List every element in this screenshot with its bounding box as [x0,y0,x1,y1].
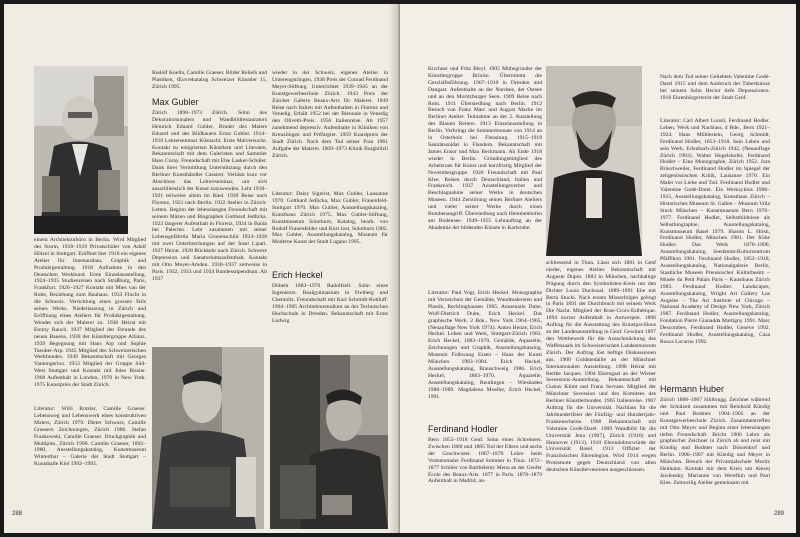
graeser-bio: einem Architekturbüro in Berlin. Wird Mitglied des Sturm, 1918–1919 Privatschüler von Adolf Hölzel in Stuttgart. Eröffnet hier 1918 ein eigenes Atelier für Innenausbau, Graphik und Produktgestaltung. 1918 Aufnahme in den Deutschen Werkbund. Erste Einzelausstellung. 1924–1925 Studienreisen nach Straßburg, Paris, Frankfurt. 1926–1927 Kontakt mit Mies van der Rohe, Beziehung zum Bauhaus. 1933 Flucht in die Schweiz. Verrichtung eines grossen Stils seines Werks. Niederlassung in Zürich und Eröffnung eines Ateliers für Produktgestaltung. Wendet sich der Malerei zu. 1936 Heirat mit Emmy Rauch. 1937 Mitglied der Freunde des neuen Bauens, 1938 der Künstlergruppe Allianz. 1939 Begegnung mit Hans Arp und Sophie Taeuber-Arp. 1945 Mitglied des Schweizerischen Werkbundes. 1949 Bekanntschaft mit Georges Vantongerloo. 1953 Mitglied der Gruppe Süd-West Stuttgart und Kontakt mit Jules Bissier. 1968 Aufenthalt in London, 1970 in New York. 1975 Kunstpreis der Stadt Zürich. [34,237,146,389]
heckel-heading: Erich Heckel [272,270,323,280]
col1-bottom-text [34,237,146,397]
heckel-literature-col [428,290,542,418]
heckel-bio-cont: Kirchner und Fritz Bleyl. 1905 Mitbegründer der Künstlergruppe Brücke. Übernimmt die Geschäftsführung. 1907–1910 in Dresden und Dangast. Aufenthalte an der Nordsee, der Ostsee und an den Moritzburger Seen. 1909 Reise nach Rom. 1911 Übersiedlung nach Berlin. 1912 Besuch von Franz Marc und August Macke im Berliner Atelier. Teilnahme an der 2. Ausstellung des Blauen Reiters. 1913 Einzelausstellung in Berlin. Verbringt die Sommermonate von 1914 an in Osterholz bei Flensburg. 1915–1918 Sanitätssoldat in Flandern. Bekanntschaft mit James Ensor und Max Beckmann. Ab Ende 1918 wieder in Berlin. Gründungsmitglied des Arbeitsrats für Kunst und kurzfristig Mitglied der Novembergruppe. 1920 Freundschaft mit Paul Klee. Reisen durch Deutschland, Italien und Frankreich. 1937 Ausstellungsverbot und Beschlagnahme seiner Werke in deutschen Museen. 1944 Zerstörung seines Berliner Ateliers und vieler seiner Werke durch einen Bombenangriff. Übersiedlung nach Hemmenhofen am Bodensee. 1949–1955 Lehrauftrag an der Akademie der bildenden Künste in Karlsruhe. [428,66,542,231]
hodler-bio: Bern 1853–1918 Genf. Sohn eines Schreiners. Zwischen 1860 und 1885 Tod der Eltern und sechs der Geschwister. 1867–1870 Lehre beim Vedutenmaler Ferdinand Sommer in Thun. 1872–1877 Schüler von Barthélemy Menn an der Genfer École des Beaux-Arts. 1877 in Paris. 1878–1879 Aufenthalt in Madrid, an- [428,437,542,485]
gubler-section [152,97,267,347]
right-page [400,4,796,533]
hodler-portrait-image [546,66,642,256]
huber-section [660,384,770,530]
gubler-portrait-image [152,347,264,529]
gubler-photo [152,347,264,529]
graeser-literature-cont: Rudolf Koella, Camille Graeser. Bilder Reliefs und Plastiken, Œuvrekatalog Schweizer Künstler 15, Zürich 1995. [152,70,267,90]
hodler-bio-end-col [660,74,770,114]
gubler-bio: Zürich 1898–1973 Zürich. Sohn des Dekorationsmalers und Wandbildrestaurators Heinrich Eduard Gubler. Bruder des Malers Eduard und des Bildhauers Ernst Gubler. 1914–1918 Lehrerseminar Küsnacht. Erste Malversuche. Kontakt zu emigrierten Künstlern und Literaten. Bekanntschaft mit dem Galeristen und Sammler Hans Coray. Freundschaft mit Else Lasker-Schüler. Dank ihrer Vermittlung Unterstützung durch den Berliner Kunsthändler Cassirer. Verlässt kurz vor Abschluss das Lehrerseminar, um sich ausschliesslich der Kunst zuzuwenden. Lebt 1918–1921 teilweise allein im Ried. 1920 Reise nach Florenz, 1921 nach Berlin. 1922 Atelier in Zürich-Letten. Beginn der lebenslangen Freundschaft mit seinem Mäzen und Biographen Gotthard Jedlicka. 1923 längerer Aufenthalt in Florenz, 1924 in Baida bei Palermo. Lebt zusammen mit seiner Lebensgefährtin Maria Gronenschild 1924–1928 mit zwei Unterbrechungen auf der Insel Lipari. 1927 Heirat. 1928 Rückkehr nach Zürich. Schwere Depression und Sanatoriumsaufenthalt. Kontakt mit Otto Meyer-Amden. 1930–1937 zeitweise in Paris. 1932, 1933 und 1934 Bundesstipendium. Ab 1937 [152,110,267,282]
left-page [4,4,396,533]
col2-top-text [152,70,267,92]
hodler-bio-end: Nach dem Tod seiner Geliebten Valentine Godé-Darel 1915 und dem Ausbruch der Tuberkulose bei seinem Sohn Hector tiefe Depressionen. 1918 Ehrenbürgerrecht der Stadt Genf. [660,74,770,101]
hodler-literature-col [660,118,770,384]
heckel-section [272,270,388,354]
gubler-literature: Literatur: Daisy Sigerist, Max Gubler, Lausanne 1970. Gotthard Jedlicka, Max Gubler, Frauenfeld-Stuttgart 1970. Max Gubler, Ausstellungskatalog, Kunsthaus Zürich 1975. Max Gubler-Stiftung, Kunstmuseum Solothurn, Katalog, bearb. von Rudolf Frauenfelder und Kurt Jost, Solothurn 1982. Max Gubler, Ausstellungskatalog, Museum für Moderne Kunst der Stadt Lugano 1995. [272,191,388,246]
hodler-photo [546,66,642,256]
heckel-photo [270,355,388,529]
heckel-portrait-image [270,355,388,529]
col1-literature [34,406,146,518]
hodler-bio-cont: schliessend in Thun. Lässt sich 1881 in Genf nieder, eigenes Atelier. Bekanntschaft mit Auguste Dupin. 1883 in München, nachhaltige Prägung durch den Symbolisten-Kreis um den Dichter Louis Duchosal. 1889–1891 Ehe mit Berta Stucki. Nach ersten Misserfolgen gelingt in Paris 1891 der Durchbruch mit seinem Werk Die Nacht. Mitglied der Rose-Croix-Esthétique. 1894 kurzer Aufenthalt in Antwerpen. 1896 Auftrag für die Ausstattung des Kunstpavillons an der Landesausstellung in Genf. Gewinnt 1897 den Wettbewerb für die Ausschmückung des Waffensaals im Schweizerischen Landesmuseum Zürich. Der Auftrag löst heftige Diskussionen aus. 1900 Goldmedaille an der Münchner Internationalen Ausstellung. 1898 Heirat mit Berthe Jacques. 1904 Ehrengast an der Wiener Secessions-Ausstellung. Bekanntschaft mit Gustav Klimt und Franz Servaes. Mitglied der Münchner Secession und des Komitees des Berliner Künstlerbundes. 1905 Italienreise. 1907 Auftrag für die Universität. Nachlass für die Jahrhundertfeier der Fünfzig- und Hundertjahr-Frankenscheine. 1908 Bekanntschaft mit Valentine Godé-Darel. 1909 Wandbild für die Universität Jena (1907), Zürich (1910) und Hannover (1913). 1910 Ehrendoktorwürde der Universität Basel. 1913 Offizier der Französischen Ehrenlegion. Wird 1914 wegen Protestnote gegen Deutschland von allen deutschen Künstlervereinen ausgeschlossen. [546,260,656,474]
hodler-heading: Ferdinand Hodler [428,424,498,434]
heckel-bio-cont-col [428,66,542,286]
huber-heading: Hermann Huber [660,384,725,394]
graeser-literature: Literatur: Willi Rotzler, Camille Graeser. Lebensweg und Lebenswerk eines konstruktiven Malers, Zürich 1979. Dieter Schwarz, Camille Graesers Zeichnungen, Zürich 1986. Stefan Frankowski, Camille Graeser. Druckgraphik und Multiples, Zürich 1990. Camille Graeser, 1892–1980, Ausstellungskatalog, Kunstmuseum Winterthur – Galerie der Stadt Stuttgart – Kunsthalle Kiel 1992–1993. [34,406,146,468]
graeser-portrait-image [34,66,128,234]
gubler-bio-cont: wieder in der Schweiz, eigenes Atelier in Unterengstringen. 1938 Preis der Conrad Ferdinand Meyer-Stiftung. Unterrichtet 1939–1945 an der Kunstgewerbeschule Zürich. 1943 Preis der Zürcher Galerie Beaux-Arts für Malerei. 1949 Reise nach Italien mit Aufenthalten in Florenz und Venedig. Erhält 1952 bei der Biennale in Venedig den Olivetti-Preis. 1956 Italienreise. Ab 1957 zunehmend depressiv. Aufenthalte in Kliniken von Kreuzlingen und Préfargier. 1959 Kunstpreis der Stadt Zürich. Nach dem Tod seiner Frau 1961 Aufgabe der Malerei. 1969–1973 Klinik Burghölzli Zürich. [272,70,388,159]
heckel-bio: Döbeln 1883–1970 Radolfzell. Sohn eines Ingenieurs. Realgymnasium in Freiberg und Chemnitz. Freundschaft mit Karl Schmidt-Rottluff. 1904–1905 Architekturstudium an der Technischen Hochschule in Dresden. Bekanntschaft mit Ernst Ludwig [272,283,388,324]
hodler-bio-cont-col [546,260,656,526]
col3-literature [272,191,388,261]
gubler-heading: Max Gubler [152,97,199,107]
page-number-right: 289 [774,511,785,517]
heckel-literature: Literatur: Paul Vogt, Erich Heckel. Monographie mit Verzeichnis der Gemälde, Wandmalereien und Plastik, Recklinghausen 1965. Annemarie Dube, Wolf-Dietrich Dube, Erich Heckel. Das graphische Werk, 2 Bde., New York 1964–1965, (Neuauflage New York 1974). Anton Henze, Erich Heckel. Leben und Werk, Stuttgart-Zürich 1983. Erich Heckel, 1883–1970. Gemälde, Aquarelle, Zeichnungen und Graphik, Ausstellungskatalog, Museum Folkwang Essen – Haus der Kunst München 1983–1984. Erich Heckel, Ausstellungskatalog, Brauschweig 1986. Erich Heckel, 1883–1970. Aquarelle, Ausstellungskatalog, Reutlingen – Wiesbaden 1988–1989. Magdalena Moeller, Erich Heckel, 1991. [428,290,542,400]
page-number-left: 288 [12,511,23,517]
col3-top-text [272,70,388,186]
hodler-section [428,424,542,530]
graeser-photo [34,66,128,234]
huber-bio: Zürich 1888–1967 Sihlbrugg. Zeichnet während der Schulzeit zusammen mit Reinhold Kündig und Paul Bodmer. 1904–1905 an der Kunstgewerbeschule Zürich. Zusammentreffen mit Otto Meyer und Beginn einer lebenslangen tiefen Freundschaft. Bricht 1906 Lehre als graphischer Zeichner in Zürich ab und reist mit Kündig und Bodmer nach Düsseldorf und Berlin. 1906–1907 mit Kündig und Meyer in München. Besuch der Privatmalschule Moritz Heimann. Kontakt mit dem Kreis um Alexej Jawlensky, Marianne von Werefkin und Paul Klee. Zeitweilig Atelier gemeinsam mit [660,397,770,486]
hodler-literature: Literatur: Carl Albert Loosli, Ferdinand Hodler. Leben, Werk und Nachlass, 4 Bde., Bern 1921–1924. Hans Mühlestein, Georg Schmidt, Ferdinand Hodler, 1853–1918. Sein Leben und sein Werk, Erlenbach-Zürich 1942, (Neuauflage Zürich 1983). Walter Hugelshofer, Ferdinand Hodler – Eine Monographie, Zürich 1952. Jura Brüschweiler, Ferdinand Hodler im Spiegel der zeitgenössischen Kritik, Lausanne 1970. Ein Maler vor Liebe und Tod. Ferdinand Hodler und Valentine Godé-Darel. Ein Werkzyklus 1908–1915, Ausstellungskatalog, Kunsthaus Zürich – Historisches Museum St. Gallen – Museum Villa Stuck München – Kunstmuseum Bern 1976–1977. Ferdinand Hodler, Selbstbildnisse als Selbstbiographie, Ausstellungskatalog, Kunstmuseum Basel 1979. Sharon L. Hirsh, Ferdinand Hodler, München 1981. Der frühe Hodler. Das Werk 1870–1890, Ausstellungskatalog, Seedamm-Kulturzentrum Pfäffikon 1981. Ferdinand Hodler, 1853–1918, Ausstellungskatalog, Nationalgalerie Berlin, Staatliche Museen Preussischer Kulturbesitz – Musée du Petit Palais Paris – Kunsthaus Zürich 1983. Ferdinand Hodler. Landscapes, Ausstellungskatalog, Wright Art Gallery Los Angeles – The Art Institute of Chicago – National Academy of Design New York, Zürich 1987. Ferdinand Hodler, Ausstellungskatalog, Fondation Pierre Gianadda Martigny 1991. Marc Descombes, Ferdinand Hodler, Genève 1992. Ferdinand Hodler, Ausstellungskatalog, Casa Rusca Locarno 1992. [660,118,770,345]
